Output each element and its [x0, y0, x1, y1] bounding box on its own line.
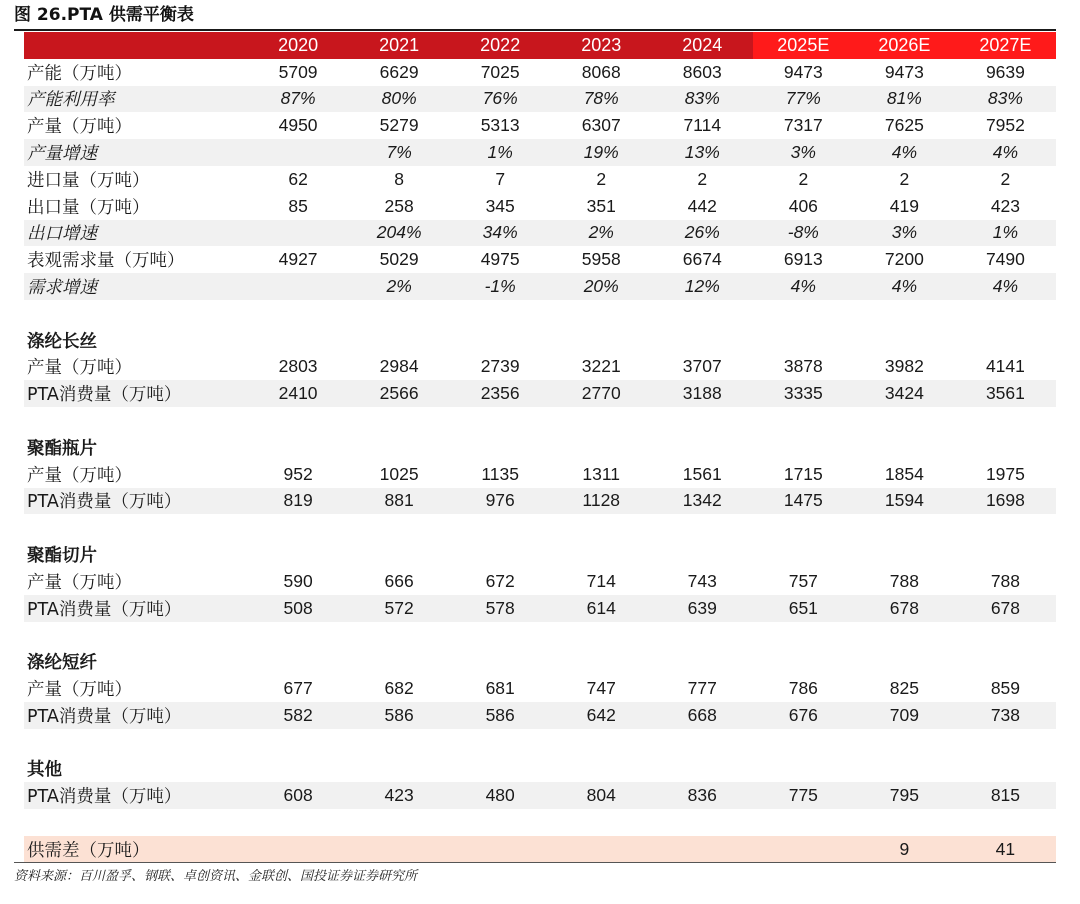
- value-cell: 8068: [581, 61, 621, 82]
- section-gap: [24, 622, 1056, 649]
- value-cell: 9: [899, 838, 910, 859]
- column-header-2027e: 2027E: [955, 32, 1056, 59]
- value-cell: 3335: [783, 383, 823, 404]
- value-cell: 788: [990, 570, 1021, 591]
- value-cell: 7025: [480, 61, 520, 82]
- row-label: PTA消费量（万吨）: [27, 492, 182, 513]
- chart-title: 图 26.PTA 供需平衡表: [14, 5, 194, 25]
- table-row: [24, 461, 1056, 488]
- value-cell: 1311: [582, 463, 621, 484]
- value-cell: 12%: [684, 276, 720, 297]
- value-cell: 7114: [683, 115, 722, 136]
- table-row: [24, 86, 1056, 113]
- table-row: [24, 782, 1056, 809]
- column-header-2023: 2023: [581, 34, 622, 55]
- value-cell: 76%: [482, 88, 518, 109]
- value-cell: 642: [586, 704, 616, 725]
- section-gap: [24, 300, 1056, 327]
- value-cell: 3188: [682, 383, 722, 404]
- row-label: 出口增速: [27, 224, 97, 245]
- value-cell: 582: [283, 704, 313, 725]
- table-row: [24, 568, 1056, 595]
- source-rule: [14, 862, 1056, 863]
- column-header-2020: 2020: [278, 34, 319, 55]
- table-row: [24, 273, 1056, 300]
- value-cell: 9473: [884, 61, 924, 82]
- value-cell: 672: [485, 570, 515, 591]
- value-cell: 2%: [588, 222, 614, 243]
- value-cell: 1128: [582, 490, 621, 511]
- value-cell: 859: [990, 678, 1021, 699]
- value-cell: 976: [485, 490, 515, 511]
- value-cell: 3561: [985, 383, 1025, 404]
- supply-demand-table: [24, 32, 1056, 863]
- value-cell: 4%: [790, 276, 816, 297]
- value-cell: 681: [485, 678, 515, 699]
- row-label: 产量（万吨）: [27, 117, 132, 138]
- table-row: [24, 220, 1056, 247]
- value-cell: 586: [384, 704, 414, 725]
- value-cell: 1025: [379, 463, 419, 484]
- table-row: [24, 166, 1056, 193]
- value-cell: 881: [384, 490, 414, 511]
- row-label: 产量（万吨）: [27, 358, 132, 379]
- value-cell: 5958: [581, 249, 621, 270]
- value-cell: 651: [788, 597, 818, 618]
- value-cell: 8: [394, 168, 404, 189]
- value-cell: 20%: [583, 276, 619, 297]
- value-cell: 815: [990, 785, 1021, 806]
- value-cell: 4%: [992, 142, 1019, 163]
- row-label: 表观需求量（万吨）: [27, 251, 185, 272]
- value-cell: 19%: [583, 142, 619, 163]
- value-cell: 406: [788, 195, 818, 216]
- value-cell: 2: [1000, 168, 1011, 189]
- value-cell: 419: [889, 195, 919, 216]
- table-row: [24, 354, 1056, 381]
- table-row: [24, 193, 1056, 220]
- value-cell: 2: [899, 168, 910, 189]
- value-cell: 714: [586, 570, 616, 591]
- section-gap: [24, 514, 1056, 541]
- value-cell: 5313: [480, 115, 520, 136]
- value-cell: 1975: [985, 463, 1025, 484]
- value-cell: 204%: [376, 222, 422, 243]
- value-cell: 423: [990, 195, 1021, 216]
- value-cell: 786: [788, 678, 818, 699]
- row-label: 产能（万吨）: [27, 63, 132, 84]
- row-label: 进口量（万吨）: [27, 170, 150, 191]
- row-label: PTA消费量（万吨）: [27, 385, 182, 406]
- value-cell: 78%: [583, 88, 619, 109]
- table-row: [24, 675, 1056, 702]
- row-label: 产量（万吨）: [27, 465, 132, 486]
- value-cell: 795: [889, 785, 919, 806]
- row-label: 供需差（万吨）: [27, 840, 150, 861]
- value-cell: 668: [687, 704, 717, 725]
- value-cell: 508: [283, 597, 313, 618]
- table-row: [24, 112, 1056, 139]
- section-gap: [24, 407, 1056, 434]
- value-cell: 709: [889, 704, 919, 725]
- value-cell: 4927: [278, 249, 318, 270]
- value-cell: 747: [586, 678, 616, 699]
- section-header-row: [24, 648, 1056, 675]
- row-label: 需求增速: [27, 278, 97, 299]
- value-cell: 952: [283, 463, 313, 484]
- value-cell: 6674: [682, 249, 722, 270]
- value-cell: 2566: [379, 383, 419, 404]
- value-cell: 3424: [884, 383, 924, 404]
- value-cell: 7490: [985, 249, 1025, 270]
- value-cell: 1%: [487, 142, 513, 163]
- value-cell: 682: [384, 678, 414, 699]
- value-cell: 6913: [783, 249, 823, 270]
- value-cell: 639: [687, 597, 717, 618]
- value-cell: 2: [697, 168, 708, 189]
- table-row: [24, 595, 1056, 622]
- value-cell: 804: [586, 785, 616, 806]
- value-cell: 757: [788, 570, 818, 591]
- value-cell: 5279: [379, 115, 419, 136]
- row-label: 产量增速: [27, 144, 97, 165]
- value-cell: 586: [485, 704, 515, 725]
- value-cell: 1342: [682, 490, 722, 511]
- value-cell: 1715: [783, 463, 823, 484]
- value-cell: 578: [485, 597, 515, 618]
- row-label: 产量（万吨）: [27, 680, 132, 701]
- section-title: 聚酯切片: [27, 546, 97, 567]
- value-cell: 572: [384, 597, 414, 618]
- table-row: [24, 380, 1056, 407]
- value-cell: 423: [384, 785, 414, 806]
- section-header-row: [24, 541, 1056, 568]
- value-cell: 2803: [278, 356, 318, 377]
- value-cell: 1561: [682, 463, 722, 484]
- value-cell: 7625: [884, 115, 924, 136]
- value-cell: 4975: [480, 249, 520, 270]
- section-gap: [24, 729, 1056, 756]
- table-header-row: [24, 32, 1056, 59]
- value-cell: 3878: [783, 356, 823, 377]
- value-cell: 819: [283, 490, 313, 511]
- column-header-2025e: 2025E: [753, 32, 854, 59]
- value-cell: 836: [687, 785, 717, 806]
- row-label: 出口量（万吨）: [27, 197, 150, 218]
- value-cell: 81%: [886, 88, 922, 109]
- table-row: [24, 139, 1056, 166]
- value-cell: 7200: [884, 249, 924, 270]
- value-cell: 3982: [884, 356, 924, 377]
- value-cell: 2356: [480, 383, 520, 404]
- value-cell: 3707: [682, 356, 722, 377]
- value-cell: 7952: [985, 115, 1025, 136]
- value-cell: 2770: [581, 383, 621, 404]
- value-cell: 7: [495, 168, 506, 189]
- column-header-2024: 2024: [682, 34, 723, 55]
- value-cell: 80%: [381, 88, 417, 109]
- section-header-row: [24, 756, 1056, 783]
- value-cell: 1475: [783, 490, 823, 511]
- value-cell: 614: [586, 597, 616, 618]
- value-cell: 4141: [985, 356, 1025, 377]
- value-cell: 676: [788, 704, 818, 725]
- value-cell: 678: [889, 597, 919, 618]
- value-cell: 4%: [891, 276, 918, 297]
- value-cell: 62: [288, 168, 308, 189]
- value-cell: 1698: [985, 490, 1025, 511]
- value-cell: 258: [384, 195, 414, 216]
- balance-row: [24, 836, 1056, 863]
- value-cell: 1135: [481, 463, 519, 484]
- value-cell: 5709: [278, 61, 318, 82]
- value-cell: 677: [283, 678, 313, 699]
- value-cell: 4950: [278, 115, 318, 136]
- section-gap: [24, 809, 1056, 836]
- value-cell: 1594: [884, 490, 924, 511]
- value-cell: 738: [990, 704, 1021, 725]
- section-title: 聚酯瓶片: [27, 438, 97, 459]
- row-label: PTA消费量（万吨）: [27, 599, 182, 620]
- value-cell: 2410: [278, 383, 318, 404]
- value-cell: 26%: [684, 222, 720, 243]
- value-cell: 743: [687, 570, 717, 591]
- value-cell: 351: [586, 195, 616, 216]
- value-cell: -1%: [484, 276, 516, 297]
- value-cell: 9473: [783, 61, 823, 82]
- row-label: PTA消费量（万吨）: [27, 787, 182, 808]
- row-label: 产能利用率: [27, 90, 115, 111]
- value-cell: 77%: [785, 88, 821, 109]
- value-cell: 83%: [987, 88, 1023, 109]
- table-row: [24, 488, 1056, 515]
- table-row: [24, 246, 1056, 273]
- value-cell: 7317: [783, 115, 823, 136]
- value-cell: 788: [889, 570, 919, 591]
- value-cell: 9639: [985, 61, 1025, 82]
- section-header-row: [24, 434, 1056, 461]
- table-row: [24, 702, 1056, 729]
- value-cell: 4%: [992, 276, 1019, 297]
- title-rule: [14, 29, 1056, 31]
- value-cell: 345: [485, 195, 515, 216]
- value-cell: 3221: [581, 356, 621, 377]
- value-cell: 2984: [379, 356, 419, 377]
- value-cell: 2: [596, 168, 607, 189]
- value-cell: 85: [288, 195, 308, 216]
- column-header-2026e: 2026E: [854, 32, 955, 59]
- value-cell: 13%: [684, 142, 720, 163]
- value-cell: 3%: [790, 142, 816, 163]
- value-cell: 4%: [891, 142, 918, 163]
- section-title: 涤纶长丝: [27, 331, 97, 352]
- table-row: [24, 59, 1056, 86]
- value-cell: 6307: [581, 115, 621, 136]
- value-cell: 87%: [280, 88, 316, 109]
- value-cell: 777: [687, 678, 717, 699]
- value-cell: 1%: [992, 222, 1019, 243]
- value-cell: 83%: [684, 88, 720, 109]
- value-cell: 666: [384, 570, 414, 591]
- value-cell: 8603: [682, 61, 722, 82]
- section-title: 其他: [27, 760, 62, 781]
- value-cell: 1854: [884, 463, 924, 484]
- value-cell: 7%: [386, 142, 412, 163]
- value-cell: 775: [788, 785, 818, 806]
- value-cell: 480: [485, 785, 515, 806]
- value-cell: 442: [687, 195, 717, 216]
- value-cell: 3%: [891, 222, 918, 243]
- value-cell: 5029: [379, 249, 419, 270]
- value-cell: -8%: [787, 222, 819, 243]
- value-cell: 6629: [379, 61, 419, 82]
- row-label: 产量（万吨）: [27, 572, 132, 593]
- value-cell: 678: [990, 597, 1021, 618]
- column-header-2022: 2022: [480, 34, 521, 55]
- column-header-2021: 2021: [379, 34, 420, 55]
- value-cell: 590: [283, 570, 313, 591]
- value-cell: 2%: [386, 276, 412, 297]
- section-title: 涤纶短纤: [27, 653, 97, 674]
- value-cell: 608: [283, 785, 313, 806]
- value-cell: 41: [995, 838, 1016, 859]
- value-cell: 825: [889, 678, 919, 699]
- source-note: 资料来源：百川盈孚、钢联、卓创资讯、金联创、国投证券证券研究所: [14, 869, 418, 884]
- value-cell: 34%: [482, 222, 518, 243]
- section-header-row: [24, 327, 1056, 354]
- value-cell: 2: [798, 168, 809, 189]
- row-label: PTA消费量（万吨）: [27, 706, 182, 727]
- value-cell: 2739: [480, 356, 520, 377]
